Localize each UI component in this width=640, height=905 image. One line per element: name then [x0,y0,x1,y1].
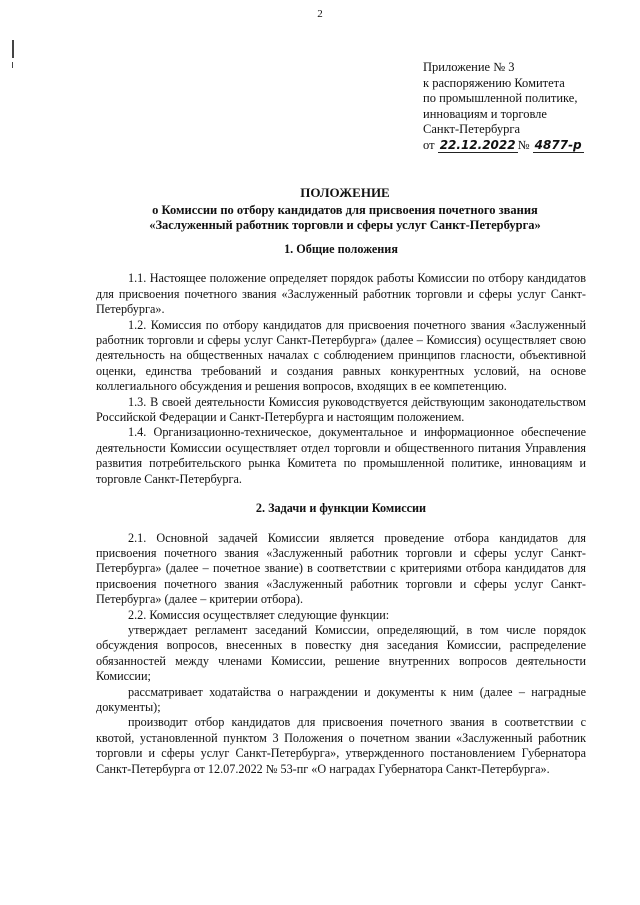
paragraph: 1.2. Комиссия по отбору кандидатов для присвоения почетного звания «Заслуженный работник торговли и сферы услуг Санкт-Петербурга» (далее – Комиссия) осуществляет свою деятельность на общественных началах с соблюдением принципов гласности, объективной оценки, единства требований и создания равных конкурентных условий, на основе коллегиального обсуждения и решения вопросов, входящих в ее компетенцию. [96,317,586,394]
appendix-line: к распоряжению Комитета [423,75,565,90]
number-prefix: № [517,137,530,152]
document-title [95,185,595,234]
document-body [96,240,586,777]
page-number: 2 [317,8,323,20]
appendix-line: Санкт-Петербурга [423,122,521,136]
section-heading: 1. Общие положения [284,242,398,256]
section-heading: 2. Задачи и функции Комиссии [255,501,427,516]
paragraph: 2.2. Комиссия осуществляет следующие функции: [128,607,390,622]
appendix-date-line [423,138,623,154]
title-heading: ПОЛОЖЕНИЕ [300,185,390,200]
title-line: «Заслуженный работник торговли и сферы услуг Санкт-Петербурга» [149,218,541,232]
paragraph: производит отбор кандидатов для присвоения почетного звания в соответствии с квотой, установленной пунктом 3 Положения о почетном звании «Заслуженный работник торговли и сферы услуг Санкт-Петербурга», утвержденного постановлением Губернатора Санкт-Петербурга от 12.07.2022 № 53-пг «О наградах Губернатора Санкт-Петербурга». [96,715,586,776]
scan-artifact [12,40,14,58]
paragraph: 1.1. Настоящее положение определяет порядок работы Комиссии по отбору кандидатов для присвоения почетного звания «Заслуженный работник торговли и сферы услуг Санкт-Петербурга». [96,271,586,317]
paragraph: рассматривает ходатайства о награждении и документы к ним (далее – наградные документы); [96,684,586,714]
appendix-line: Приложение № 3 [423,60,515,74]
appendix-line: инновациям и торговле [423,106,547,121]
paragraph: утверждает регламент заседаний Комиссии, определяющий, в том числе порядок обсуждения вопросов, внесенных в повестку дня заседания Комиссии, распределение обязанностей между членами Комиссии, решение внутренних вопросов деятельности Комиссии; [96,622,586,684]
appendix-line: по промышленной политике, [423,91,578,105]
paragraph: 1.3. В своей деятельности Комиссия руководствуется действующим законодательством Российской Федерации и Санкт-Петербурга и настоящим положением. [96,394,586,425]
paragraph: 1.4. Организационно-техническое, документальное и информационное обеспечение деятельности Комиссии осуществляет отдел торговли и общественного питания Управления развития потребительского рынка Комитета по промышленной политике, инновациям и торговле Санкт-Петербурга. [96,425,586,486]
handwritten-date: 22.12.2022 [439,137,516,152]
appendix-block [423,60,623,153]
scan-artifact [12,62,13,68]
paragraph: 2.1. Основной задачей Комиссии является проведение отбора кандидатов для присвоения почетного звания «Заслуженный работник торговли и сферы услуг Санкт-Петербурга» (далее – почетное звание) в соответствии с критериями отбора кандидатов для присвоения почетного звания «Заслуженный работник торговли и сферы услуг Санкт-Петербурга» (далее – критерии отбора). [96,530,586,607]
handwritten-number: 4877-р [534,137,582,152]
title-line: о Комиссии по отбору кандидатов для присвоения почетного звания [152,202,538,217]
from-prefix: от [423,137,435,152]
